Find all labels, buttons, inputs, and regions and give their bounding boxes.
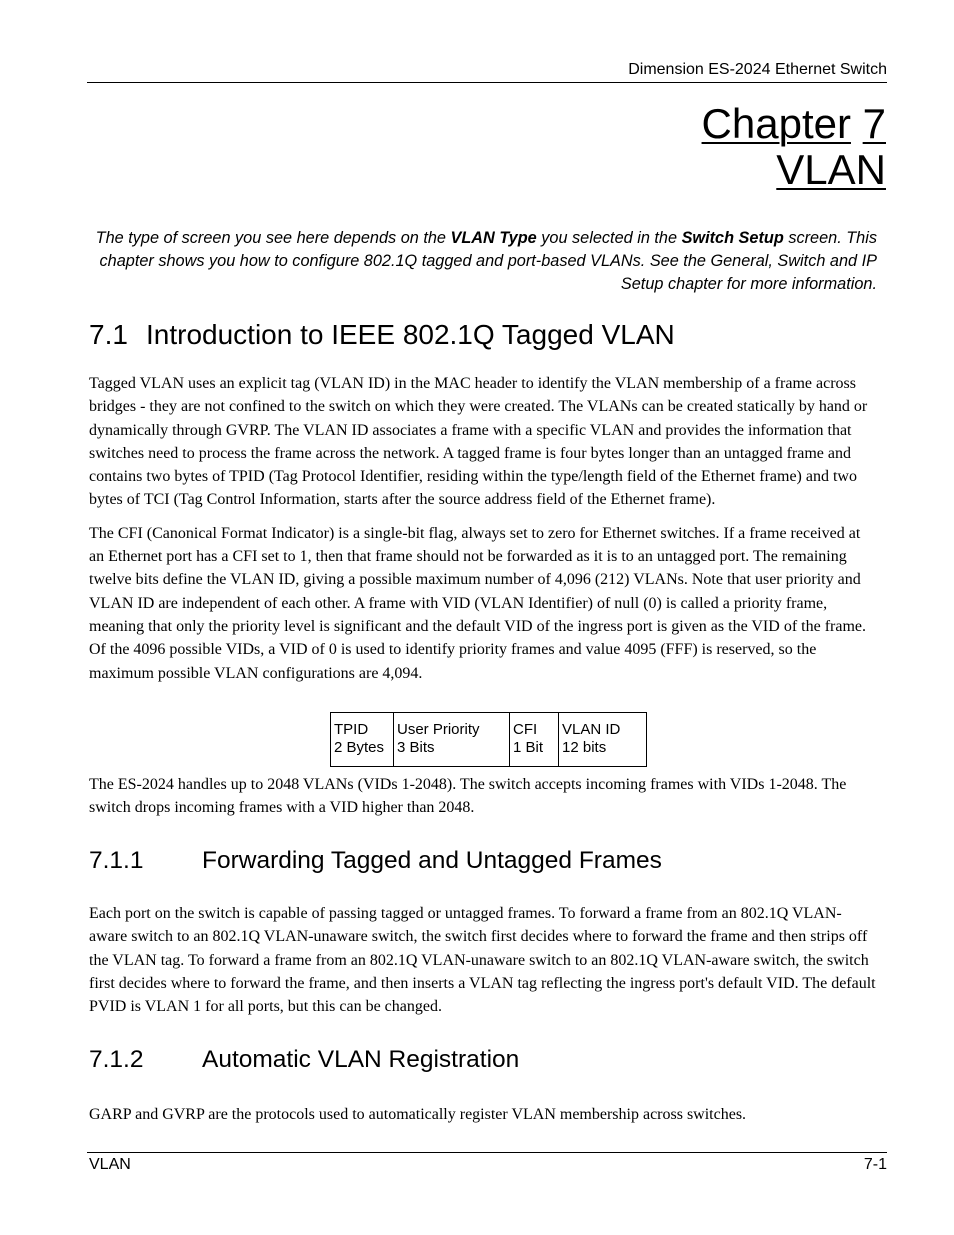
chapter-title-line xyxy=(702,147,886,193)
paragraph: The ES-2024 handles up to 2048 VLANs (VIDs 1-2048). The switch accepts incoming frames with VIDs 1-2048. The switch drops incoming frames with a VID higher than 2048. xyxy=(89,776,847,817)
intro-bold-vlan-type: VLAN Type xyxy=(450,229,537,247)
intro-bold-switch-setup: Switch Setup xyxy=(681,229,784,247)
chapter-number-line xyxy=(702,101,886,147)
section-7-1-heading xyxy=(89,318,675,352)
cell-label: User Priority xyxy=(397,721,480,738)
chapter-intro xyxy=(87,227,877,296)
section-7-1-2-heading xyxy=(89,1045,519,1075)
footer-chapter-name: VLAN xyxy=(89,1156,131,1173)
section-title: Forwarding Tagged and Untagged Frames xyxy=(202,847,662,874)
intro-text-1: The type of screen you see here depends on the xyxy=(95,229,451,247)
intro-text-2: you selected in the xyxy=(536,229,682,247)
chapter-heading xyxy=(702,101,886,193)
chapter-label: Chapter xyxy=(701,100,851,147)
section-7-1-body xyxy=(89,372,879,685)
table-cell-cfi xyxy=(510,713,559,767)
table-cell-vlan-id xyxy=(559,713,647,767)
table-cell-tpid xyxy=(331,713,394,767)
section-number: 7.1.2 xyxy=(89,1046,144,1073)
cell-label: VLAN ID xyxy=(562,721,621,738)
table-row xyxy=(331,713,647,767)
section-number: 7.1.1 xyxy=(89,847,144,874)
paragraph: Tagged VLAN uses an explicit tag (VLAN ID) in the MAC header to identify the VLAN membership of a frame across bridges - they are not confined to the switch on which they were created. The VLANs can be created statically by hand or dynamically through GVRP. The VLAN ID associates a frame with a specific VLAN and provides the information that switches need to process the frame across the network. A tagged frame is four bytes longer than an untagged frame and contains two bytes of TPID (Tag Protocol Identifier, residing within the type/length field of the Ethernet frame) and two bytes of TCI (Tag Control Information, starts after the source address field of the Ethernet frame). xyxy=(89,375,868,509)
cell-size: 1 Bit xyxy=(513,739,544,756)
section-number: 7.1 xyxy=(89,319,128,350)
table-cell-user-priority xyxy=(394,713,510,767)
paragraph: The CFI (Canonical Format Indicator) is a single-bit flag, always set to zero for Ethernet switches. If a frame received at an Ethernet port has a CFI set to 1, then that frame should not be forwarded as it is to an untagged port. The remaining twelve bits define the VLAN ID, giving a possible maximum number of 4,096 (212) VLANs. Note that user priority and VLAN ID are independent of each other. A frame with VID (VLAN Identifier) of null (0) is called a priority frame, meaning that only the priority level is significant and the default VID of the ingress port is given as the VID of the frame. Of the 4096 possible VIDs, a VID of 0 is used to identify priority frames and value 4095 (FFF) is reserved, so the maximum possible VLAN configurations are 4,094. xyxy=(89,524,866,682)
section-title: Automatic VLAN Registration xyxy=(202,1046,520,1073)
paragraph: Each port on the switch is capable of passing tagged or untagged frames. To forward a frame from an 802.1Q VLAN-aware switch to an 802.1Q VLAN-unaware switch, the switch first decides where to forward the frame and then strips off the VLAN tag. To forward a frame from an 802.1Q VLAN-unaware switch to an 802.1Q VLAN-aware switch, the switch first decides where to forward the frame, and then inserts a VLAN tag reflecting the ingress port's default VID. The default PVID is VLAN 1 for all ports, but this can be changed. xyxy=(89,905,876,1016)
cell-size: 12 bits xyxy=(562,739,607,756)
section-title: Introduction to IEEE 802.1Q Tagged VLAN xyxy=(146,319,675,350)
section-7-1-1-body xyxy=(89,902,879,1018)
section-7-1-body-after-table xyxy=(89,773,879,820)
cell-label: CFI xyxy=(513,721,538,738)
chapter-number: 7 xyxy=(862,100,886,147)
section-7-1-2-body xyxy=(89,1103,879,1126)
cell-size: 2 Bytes xyxy=(334,739,385,756)
page-number: 7-1 xyxy=(863,1156,887,1173)
page-header xyxy=(87,61,887,83)
document-title: Dimension ES-2024 Ethernet Switch xyxy=(628,61,887,78)
cell-size: 3 Bits xyxy=(397,739,435,756)
section-7-1-1-heading xyxy=(89,846,662,876)
page-footer xyxy=(87,1152,887,1175)
intro-text-3: screen. This chapter shows you how to configure 802.1Q tagged and port-based VLANs. See the General, Switch and IP Setup chapter for more information. xyxy=(99,229,877,293)
paragraph: GARP and GVRP are the protocols used to automatically register VLAN membership across switches. xyxy=(89,1106,747,1123)
cell-label: TPID xyxy=(334,721,369,738)
chapter-title: VLAN xyxy=(776,146,886,193)
vlan-tag-format-table xyxy=(330,712,647,767)
